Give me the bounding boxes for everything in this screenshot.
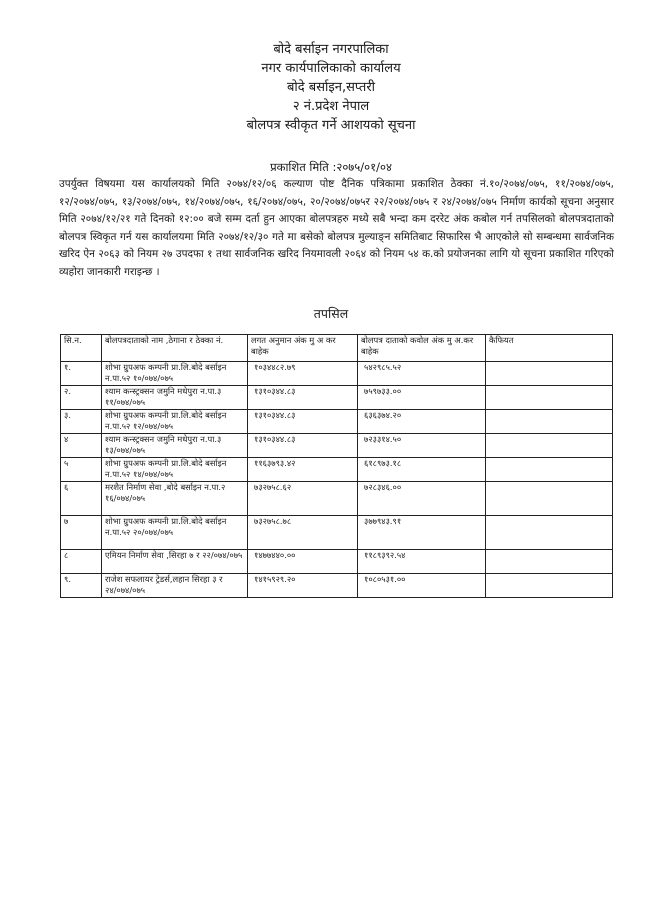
office-address: बोदे बर्साइन,सप्तरी [286, 80, 376, 95]
header-bid-amount: बोलपत्र दाताको कवोल अंक मु अ.कर बाहेक [358, 335, 486, 362]
cell-serial: २. [61, 386, 102, 410]
cell-bidder: एमियन निर्माण सेवा ,सिरहा ७ र २२/०७४/०७५ [102, 550, 248, 574]
province-name: २ नं.प्रदेश नेपाल [292, 99, 370, 114]
municipality-name: बोदे बर्साइन नगरपालिका [273, 42, 389, 57]
table-row [61, 516, 613, 550]
cell-serial: ५ [61, 458, 102, 482]
published-date: प्रकाशित मिति :२०७५/०१/०४ [270, 160, 392, 174]
cell-bidder: मरशैत निर्माण सेवा ,बोदे बर्साइन न.पा.२ १६/०७४/०७५ [102, 482, 248, 516]
cell-estimate: ७३२७५८.६२ [248, 482, 358, 516]
office-name: नगर कार्यपालिकाको कार्यालय [261, 61, 401, 76]
cell-remarks [486, 550, 613, 574]
cell-bid-amount: ६१८९७३.१८ [358, 458, 486, 482]
cell-serial: ८ [61, 550, 102, 574]
cell-bid-amount: ११८९३९२.५४ [358, 550, 486, 574]
cell-estimate: ७३२७५८.७८ [248, 516, 358, 550]
table-row [61, 434, 613, 458]
cell-estimate: १३१०३४४.८३ [248, 434, 358, 458]
cell-bid-amount: ७२८३४६.०० [358, 482, 486, 516]
cell-estimate: ११६३७९३.४२ [248, 458, 358, 482]
cell-estimate: १४१५९२९.२० [248, 574, 358, 598]
notice-title: बोलपत्र स्वीकृत गर्ने आशयको सूचना [246, 118, 416, 133]
table-row [61, 482, 613, 516]
table-row [61, 410, 613, 434]
cell-bid-amount: ५४२९८५.५२ [358, 362, 486, 386]
notice-body: उपर्युक्त विषयमा यस कार्यालयको मिति २०७४/१२/०६ कल्याण पोष्ट दैनिक पत्रिकामा प्रकाशित ठेक्का नं.१०/२०७४/०७५, ११/२०७४/०७५, १२/२०७४/०७५, १३/२०७४/०७५, १४/२०७४/०७५, १६/२०७४/०७५, २०/२०७४/०७५र २२/२०७४/०७५ र २४/२०७४/०७५ निर्माण कार्यको सूचना अनुसार मिति २०७४/१२/२१ गते दिनको १२:०० बजे सम्म दर्ता हुन आएका बोलपत्रहरु मध्ये सबै भन्दा कम दररेट अंक कबोल गर्न तपसिलको बोलपत्रदाताको बोलपत्र स्विकृत गर्न यस कार्यालयमा मिति २०७४/१२/३० गते मा बसेको बोलपत्र मुल्याङ्न समितिबाट सिफारिस भै आएकोले सो सम्बन्धमा सार्वजनिक खरिद ऐन २०६३ को नियम २७ उपदफा १ तथा सार्वजनिक खरिद नियमावली २०६४ को नियम ५४ क.को प्रयोजनका लागि यो सूचना प्रकाशित गरिएको व्यहोरा जानकारी गराइन्छ । [59, 178, 614, 278]
header-estimate: लगत अनुमान अंक मु अ कर बाहेक [248, 335, 358, 362]
cell-serial: ३. [61, 410, 102, 434]
cell-bidder: राजेश सफलायर ट्रेडर्स,लहान सिरहा ३ र २४/०७४/०७५ [102, 574, 248, 598]
cell-bid-amount: ७२३३१४.५० [358, 434, 486, 458]
header-bidder: बोलपत्रदाताको नाम ,ठेगाना र ठेक्का नं. [102, 335, 248, 362]
cell-remarks [486, 458, 613, 482]
table-row [61, 362, 613, 386]
table-row [61, 574, 613, 598]
cell-bid-amount: १०८०५३१.०० [358, 574, 486, 598]
cell-estimate: १४७७४४०.०० [248, 550, 358, 574]
table-header-row [61, 335, 613, 362]
cell-bidder: श्याम कन्स्ट्रक्सन जमुनि मधेपुरा न.पा.३ १३/०७४/०७५ [102, 434, 248, 458]
cell-serial: ७ [61, 516, 102, 550]
bid-details-table [60, 334, 613, 598]
cell-bid-amount: ६३६३७४.२० [358, 410, 486, 434]
cell-serial: ९. [61, 574, 102, 598]
table-row [61, 458, 613, 482]
cell-estimate: १३१०३४४.८३ [248, 386, 358, 410]
cell-remarks [486, 434, 613, 458]
header-serial: सि.न. [61, 335, 102, 362]
cell-bidder: शोभा ग्रुपअफ कम्पनी प्रा.लि.बोदे बर्साइन न.पा.५२ १०/०७४/०७५ [102, 362, 248, 386]
cell-bid-amount: ३७७९४३.९१ [358, 516, 486, 550]
cell-bidder: शोभा ग्रुपअफ कम्पनी प्रा.लि.बोदे बर्साइन न.पा.५२ १४/०७४/०७५ [102, 458, 248, 482]
header-remarks: कैफियत [486, 335, 613, 362]
cell-serial: १. [61, 362, 102, 386]
notice-header [0, 40, 662, 135]
cell-bid-amount: ७५९७३३.०० [358, 386, 486, 410]
table-row [61, 386, 613, 410]
details-subtitle: तपसिल [313, 306, 349, 321]
cell-estimate: १३१०३४४.८३ [248, 410, 358, 434]
cell-estimate: १०३४४८२.७९ [248, 362, 358, 386]
cell-bidder: श्याम कन्स्ट्रक्सन जमुनि मधेपुरा न.पा.३ ११/०७४/०७५ [102, 386, 248, 410]
cell-remarks [486, 516, 613, 550]
cell-remarks [486, 482, 613, 516]
cell-bidder: शोभा ग्रुपअफ कम्पनी प्रा.लि.बोदे बर्साइन न.पा.५२ २०/०७४/०७५ [102, 516, 248, 550]
cell-remarks [486, 386, 613, 410]
table-row [61, 550, 613, 574]
cell-bidder: शोभा ग्रुपअफ कम्पनी प्रा.लि.बोदे बर्साइन न.पा.५२ १२/०७४/०७५ [102, 410, 248, 434]
cell-remarks [486, 362, 613, 386]
cell-serial: ६ [61, 482, 102, 516]
cell-remarks [486, 574, 613, 598]
cell-remarks [486, 410, 613, 434]
cell-serial: ४ [61, 434, 102, 458]
